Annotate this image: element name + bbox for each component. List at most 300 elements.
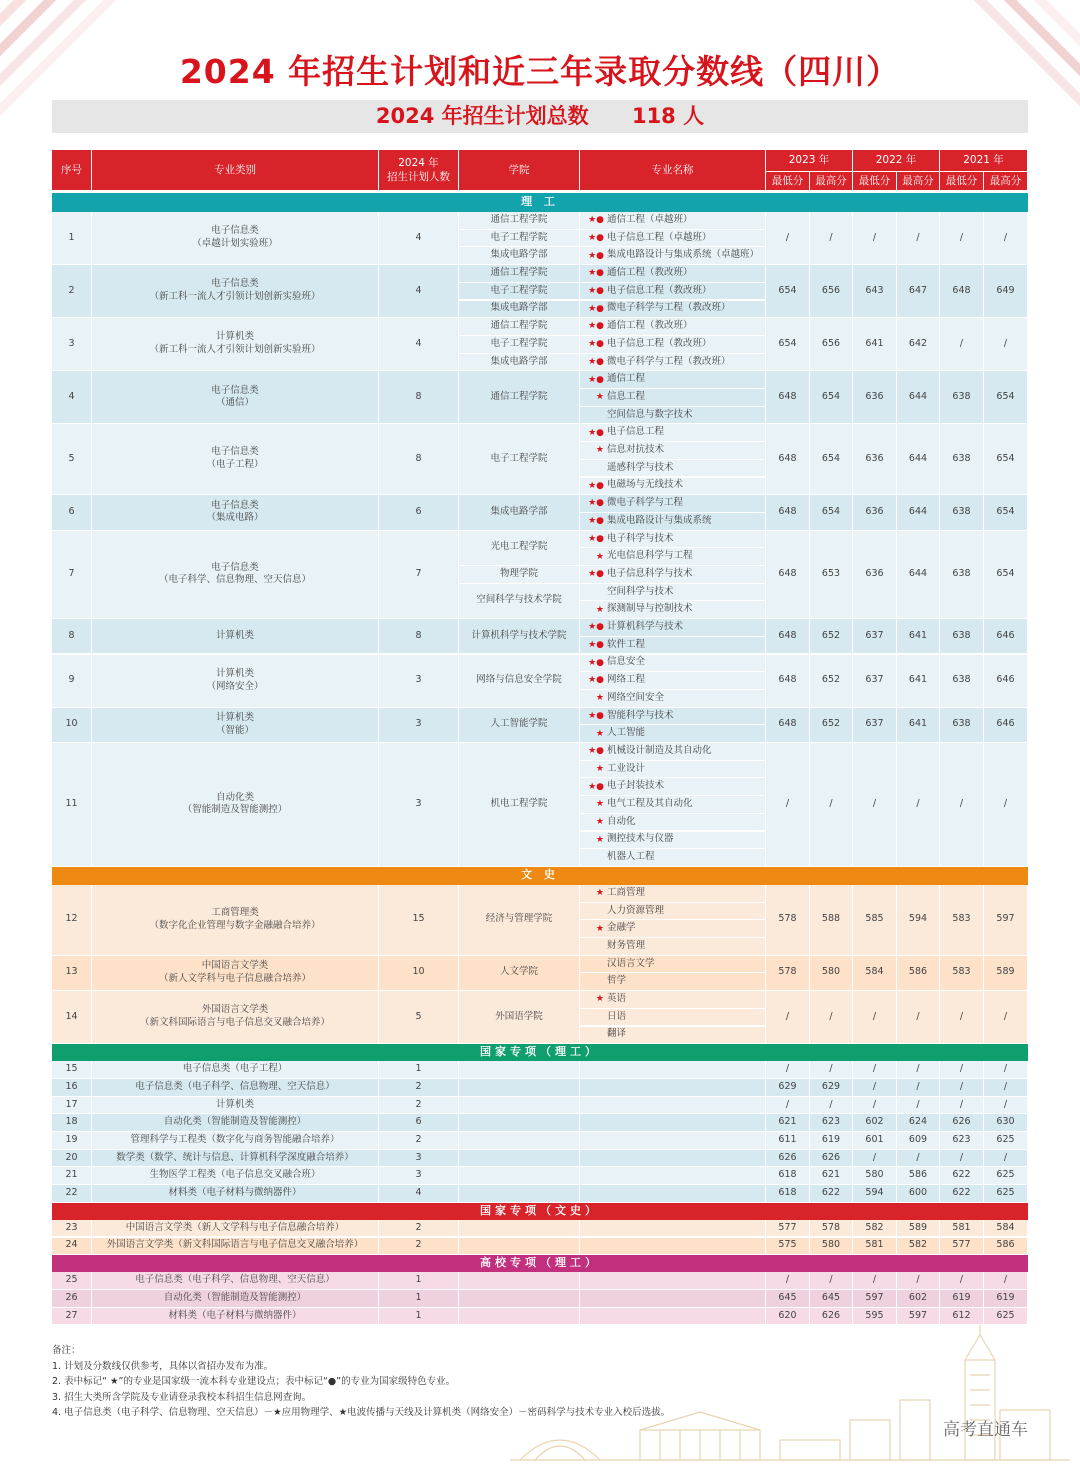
category-line: （新文科国际语言与电子信息交叉融合培养） bbox=[139, 1017, 330, 1029]
special-seq: 19 bbox=[52, 1132, 92, 1150]
row-major bbox=[580, 672, 766, 690]
special-college bbox=[459, 1238, 580, 1256]
row-category bbox=[92, 531, 379, 620]
row-score: 637 bbox=[853, 655, 897, 708]
special-plan: 2 bbox=[379, 1132, 459, 1150]
special-score: 600 bbox=[897, 1185, 940, 1203]
special-score: 626 bbox=[810, 1150, 853, 1168]
major-name: 电子信息工程（教改班） bbox=[607, 337, 712, 349]
row-major bbox=[580, 1027, 766, 1045]
special-college bbox=[459, 1150, 580, 1168]
special-seq: 15 bbox=[52, 1061, 92, 1079]
special-score: 626 bbox=[940, 1114, 984, 1132]
special-score: / bbox=[897, 1150, 940, 1168]
row-score: / bbox=[810, 743, 853, 867]
row-score: 654 bbox=[810, 495, 853, 530]
major-name: 电子信息工程（卓越班） bbox=[607, 231, 712, 243]
row-score: / bbox=[984, 991, 1028, 1044]
special-score: / bbox=[940, 1097, 984, 1115]
special-score: / bbox=[853, 1272, 897, 1290]
special-score: / bbox=[984, 1097, 1028, 1115]
special-college bbox=[459, 1308, 580, 1326]
special-score: / bbox=[897, 1272, 940, 1290]
row-college: 光电工程学院 bbox=[459, 531, 580, 566]
row-college: 通信工程学院 bbox=[459, 212, 580, 230]
major-name: 信息安全 bbox=[607, 656, 646, 668]
major-mark: ★● bbox=[588, 215, 604, 226]
major-mark: ★● bbox=[588, 498, 604, 509]
row-major bbox=[580, 778, 766, 796]
major-mark: ★● bbox=[588, 516, 604, 527]
special-category: 自动化类（智能制造及智能测控） bbox=[92, 1114, 379, 1132]
row-plan: 8 bbox=[379, 619, 459, 654]
row-major bbox=[580, 903, 766, 921]
category-line: 电子信息类 bbox=[211, 446, 259, 458]
row-score: 638 bbox=[940, 531, 984, 620]
row-major bbox=[580, 336, 766, 354]
special-score: / bbox=[984, 1272, 1028, 1290]
special-score: 645 bbox=[766, 1290, 810, 1308]
major-mark: ★● bbox=[588, 622, 604, 633]
row-score: / bbox=[897, 212, 940, 265]
row-major bbox=[580, 318, 766, 336]
special-score: / bbox=[853, 1061, 897, 1079]
row-score: / bbox=[853, 212, 897, 265]
special-score: 623 bbox=[940, 1132, 984, 1150]
special-score: 589 bbox=[897, 1220, 940, 1238]
header-min: 最低分 bbox=[853, 172, 897, 191]
row-score: 641 bbox=[897, 708, 940, 743]
row-score: 654 bbox=[766, 265, 810, 318]
major-mark: ★ bbox=[595, 888, 604, 899]
row-score: 656 bbox=[810, 318, 853, 371]
special-score: 629 bbox=[810, 1079, 853, 1097]
row-college: 经济与管理学院 bbox=[459, 885, 580, 956]
major-mark: ★ bbox=[595, 728, 604, 739]
header-category: 专业类别 bbox=[92, 150, 379, 191]
row-category bbox=[92, 708, 379, 743]
special-score: 623 bbox=[810, 1114, 853, 1132]
notes-heading: 备注： bbox=[52, 1345, 81, 1356]
major-mark: ★● bbox=[588, 250, 604, 261]
special-score: 618 bbox=[766, 1185, 810, 1203]
row-category bbox=[92, 495, 379, 530]
major-name: 集成电路设计与集成系统 bbox=[607, 514, 712, 526]
major-mark: ★● bbox=[588, 321, 604, 332]
category-line: 计算机类 bbox=[215, 711, 254, 723]
row-plan: 6 bbox=[379, 495, 459, 530]
major-mark: ★● bbox=[588, 356, 604, 367]
row-score: 644 bbox=[897, 424, 940, 495]
special-score: 586 bbox=[984, 1238, 1028, 1256]
row-score: 636 bbox=[853, 531, 897, 620]
row-major bbox=[580, 478, 766, 496]
row-category bbox=[92, 265, 379, 318]
category-line: 电子信息类 bbox=[211, 384, 259, 396]
header-min: 最低分 bbox=[940, 172, 984, 191]
special-score: 625 bbox=[984, 1308, 1028, 1326]
special-plan: 3 bbox=[379, 1167, 459, 1185]
major-name: 探测制导与控制技术 bbox=[607, 603, 693, 615]
row-major bbox=[580, 566, 766, 584]
major-mark: ★● bbox=[588, 710, 604, 721]
special-score: 601 bbox=[853, 1132, 897, 1150]
row-major bbox=[580, 1009, 766, 1027]
major-mark: ★● bbox=[588, 675, 604, 686]
header-max: 最高分 bbox=[984, 172, 1028, 191]
major-mark: ★● bbox=[588, 427, 604, 438]
special-category: 电子信息类（电子工程） bbox=[92, 1061, 379, 1079]
row-score: 638 bbox=[940, 619, 984, 654]
row-score: 648 bbox=[766, 371, 810, 424]
row-plan: 15 bbox=[379, 885, 459, 956]
row-category bbox=[92, 956, 379, 991]
major-mark: ★ bbox=[595, 834, 604, 845]
row-major bbox=[580, 212, 766, 230]
special-score: / bbox=[940, 1061, 984, 1079]
major-name: 电子信息科学与技术 bbox=[607, 567, 693, 579]
special-plan: 1 bbox=[379, 1290, 459, 1308]
special-score: 597 bbox=[897, 1308, 940, 1326]
major-mark: ★● bbox=[588, 657, 604, 668]
major-mark: ★● bbox=[588, 268, 604, 279]
row-major bbox=[580, 407, 766, 425]
major-mark: ★● bbox=[588, 286, 604, 297]
row-score: 641 bbox=[897, 619, 940, 654]
row-major bbox=[580, 743, 766, 761]
major-name: 信息工程 bbox=[607, 390, 646, 402]
special-major bbox=[580, 1185, 766, 1203]
row-plan: 3 bbox=[379, 743, 459, 867]
major-name: 财务管理 bbox=[607, 939, 646, 951]
header-major: 专业名称 bbox=[580, 150, 766, 191]
row-seq: 7 bbox=[52, 531, 92, 620]
row-score: / bbox=[853, 991, 897, 1044]
special-major bbox=[580, 1132, 766, 1150]
special-seq: 26 bbox=[52, 1290, 92, 1308]
special-category: 管理科学与工程类（数字化与商务智能融合培养） bbox=[92, 1132, 379, 1150]
header-plan-line: 招生计划人数 bbox=[387, 171, 450, 183]
row-college: 电子工程学院 bbox=[459, 283, 580, 301]
row-major bbox=[580, 885, 766, 903]
major-name: 微电子科学与工程 bbox=[607, 497, 684, 509]
row-college: 通信工程学院 bbox=[459, 265, 580, 283]
row-major bbox=[580, 725, 766, 743]
header-max: 最高分 bbox=[897, 172, 940, 191]
category-line: （新工科一流人才引领计划创新实验班） bbox=[149, 291, 321, 303]
major-mark: ★ bbox=[595, 763, 604, 774]
major-name: 通信工程（教改班） bbox=[607, 267, 693, 279]
major-name: 电气工程及其自动化 bbox=[607, 798, 693, 810]
category-line: （智能制造及智能测控） bbox=[182, 804, 288, 816]
row-major bbox=[580, 354, 766, 372]
header-year-y2022: 2022 年 bbox=[853, 150, 940, 172]
special-score: 609 bbox=[897, 1132, 940, 1150]
major-name: 电子信息工程（教改班） bbox=[607, 284, 712, 296]
row-major bbox=[580, 247, 766, 265]
major-name: 微电子科学与工程（教改班） bbox=[607, 355, 731, 367]
row-college: 网络与信息安全学院 bbox=[459, 655, 580, 708]
row-major bbox=[580, 371, 766, 389]
special-score: 597 bbox=[853, 1290, 897, 1308]
row-major bbox=[580, 637, 766, 655]
row-college: 集成电路学部 bbox=[459, 495, 580, 530]
header-year-y2021: 2021 年 bbox=[940, 150, 1028, 172]
major-mark: ★● bbox=[588, 533, 604, 544]
major-name: 工商管理 bbox=[607, 886, 646, 898]
special-score: 578 bbox=[810, 1220, 853, 1238]
special-college bbox=[459, 1132, 580, 1150]
special-score: / bbox=[940, 1150, 984, 1168]
category-line: （网络安全） bbox=[206, 680, 264, 692]
row-major bbox=[580, 424, 766, 442]
row-score: 638 bbox=[940, 371, 984, 424]
special-seq: 20 bbox=[52, 1150, 92, 1168]
row-category bbox=[92, 619, 379, 654]
special-plan: 2 bbox=[379, 1220, 459, 1238]
special-plan: 1 bbox=[379, 1308, 459, 1326]
major-mark: ★ bbox=[595, 551, 604, 562]
major-name: 通信工程（卓越班） bbox=[607, 213, 693, 225]
major-name: 软件工程 bbox=[607, 638, 646, 650]
special-score: 619 bbox=[940, 1290, 984, 1308]
row-score: 649 bbox=[984, 265, 1028, 318]
row-college: 电子工程学院 bbox=[459, 230, 580, 248]
header-seq: 序号 bbox=[52, 150, 92, 191]
row-score: 638 bbox=[940, 655, 984, 708]
major-mark: ★● bbox=[588, 781, 604, 792]
row-score: 648 bbox=[766, 708, 810, 743]
special-score: 645 bbox=[810, 1290, 853, 1308]
special-plan: 4 bbox=[379, 1185, 459, 1203]
special-score: 575 bbox=[766, 1238, 810, 1256]
row-score: 636 bbox=[853, 424, 897, 495]
section-wenshi: 文 史 bbox=[52, 867, 1028, 885]
row-seq: 12 bbox=[52, 885, 92, 956]
row-plan: 4 bbox=[379, 265, 459, 318]
row-score: / bbox=[810, 212, 853, 265]
row-college: 通信工程学院 bbox=[459, 371, 580, 424]
row-score: 588 bbox=[810, 885, 853, 956]
special-score: 625 bbox=[984, 1185, 1028, 1203]
row-score: / bbox=[940, 743, 984, 867]
special-seq: 18 bbox=[52, 1114, 92, 1132]
major-mark: ★ bbox=[595, 799, 604, 810]
row-college: 机电工程学院 bbox=[459, 743, 580, 867]
row-score: 580 bbox=[810, 956, 853, 991]
section-gjws: 国家专项（文史） bbox=[52, 1203, 1028, 1220]
row-plan: 7 bbox=[379, 531, 459, 620]
special-score: / bbox=[940, 1272, 984, 1290]
special-major bbox=[580, 1061, 766, 1079]
special-college bbox=[459, 1097, 580, 1115]
special-plan: 2 bbox=[379, 1097, 459, 1115]
major-name: 哲学 bbox=[607, 975, 627, 987]
major-name: 自动化 bbox=[607, 815, 636, 827]
section-gxlg: 高校专项（理工） bbox=[52, 1255, 1028, 1272]
major-name: 通信工程（教改班） bbox=[607, 320, 693, 332]
row-category bbox=[92, 212, 379, 265]
category-line: （新人文学科与电子信息融合培养） bbox=[158, 972, 311, 984]
major-name: 信息对抗技术 bbox=[607, 444, 665, 456]
category-line: （集成电路） bbox=[206, 512, 264, 524]
major-name: 网络空间安全 bbox=[607, 691, 665, 703]
row-category bbox=[92, 318, 379, 371]
row-score: 641 bbox=[853, 318, 897, 371]
row-category bbox=[92, 885, 379, 956]
special-score: 581 bbox=[940, 1220, 984, 1238]
special-major bbox=[580, 1079, 766, 1097]
special-score: / bbox=[853, 1097, 897, 1115]
special-score: 619 bbox=[984, 1290, 1028, 1308]
row-major bbox=[580, 460, 766, 478]
row-plan: 4 bbox=[379, 318, 459, 371]
row-score: / bbox=[897, 991, 940, 1044]
category-line: （新工科一流人才引领计划创新实验班） bbox=[149, 344, 321, 356]
special-seq: 27 bbox=[52, 1308, 92, 1326]
special-score: 611 bbox=[766, 1132, 810, 1150]
category-line: 中国语言文学类 bbox=[201, 960, 269, 972]
special-seq: 23 bbox=[52, 1220, 92, 1238]
category-line: 电子信息类 bbox=[211, 499, 259, 511]
row-score: / bbox=[766, 991, 810, 1044]
row-score: 638 bbox=[940, 424, 984, 495]
row-score: / bbox=[810, 991, 853, 1044]
special-score: 580 bbox=[853, 1167, 897, 1185]
row-category bbox=[92, 371, 379, 424]
special-plan: 1 bbox=[379, 1272, 459, 1290]
special-college bbox=[459, 1167, 580, 1185]
row-major bbox=[580, 849, 766, 867]
row-score: 644 bbox=[897, 531, 940, 620]
row-college: 集成电路学部 bbox=[459, 354, 580, 372]
row-major bbox=[580, 548, 766, 566]
special-score: / bbox=[984, 1061, 1028, 1079]
category-line: 电子信息类 bbox=[211, 561, 259, 573]
row-college: 集成电路学部 bbox=[459, 301, 580, 319]
special-score: 612 bbox=[940, 1308, 984, 1326]
row-score: 648 bbox=[766, 619, 810, 654]
special-college bbox=[459, 1272, 580, 1290]
special-score: 586 bbox=[897, 1167, 940, 1185]
header-max: 最高分 bbox=[810, 172, 853, 191]
major-mark: ★● bbox=[588, 480, 604, 491]
special-score: 621 bbox=[766, 1114, 810, 1132]
special-category: 材料类（电子材料与微纳器件） bbox=[92, 1185, 379, 1203]
row-major bbox=[580, 265, 766, 283]
category-line: （智能） bbox=[215, 724, 254, 736]
row-score: 643 bbox=[853, 265, 897, 318]
special-college bbox=[459, 1079, 580, 1097]
row-category bbox=[92, 424, 379, 495]
special-category: 计算机类 bbox=[92, 1097, 379, 1115]
special-score: 630 bbox=[984, 1114, 1028, 1132]
row-score: 646 bbox=[984, 708, 1028, 743]
major-name: 英语 bbox=[607, 993, 627, 1005]
row-score: 636 bbox=[853, 371, 897, 424]
row-score: / bbox=[984, 743, 1028, 867]
row-major bbox=[580, 619, 766, 637]
row-score: 597 bbox=[984, 885, 1028, 956]
row-college: 通信工程学院 bbox=[459, 318, 580, 336]
row-score: 646 bbox=[984, 619, 1028, 654]
note-item: 3. 招生大类所含学院及专业请登录我校本科招生信息网查询。 bbox=[52, 1391, 312, 1403]
row-score: 644 bbox=[897, 495, 940, 530]
row-score: 654 bbox=[984, 424, 1028, 495]
special-score: / bbox=[897, 1097, 940, 1115]
row-score: 654 bbox=[984, 495, 1028, 530]
major-name: 计算机科学与技术 bbox=[607, 621, 684, 633]
special-score: 620 bbox=[766, 1308, 810, 1326]
major-mark: ★ bbox=[595, 392, 604, 403]
row-score: 636 bbox=[853, 495, 897, 530]
major-name: 工业设计 bbox=[607, 762, 646, 774]
row-major bbox=[580, 973, 766, 991]
special-seq: 22 bbox=[52, 1185, 92, 1203]
row-score: 652 bbox=[810, 708, 853, 743]
major-mark: ★ bbox=[595, 604, 604, 615]
category-line: （电子工程） bbox=[206, 459, 264, 471]
special-major bbox=[580, 1220, 766, 1238]
special-major bbox=[580, 1308, 766, 1326]
major-mark: ★● bbox=[588, 640, 604, 651]
row-major bbox=[580, 531, 766, 549]
major-mark: ★ bbox=[595, 923, 604, 934]
row-plan: 8 bbox=[379, 424, 459, 495]
category-line: （通信） bbox=[215, 397, 254, 409]
major-mark: ★● bbox=[588, 569, 604, 580]
row-major bbox=[580, 920, 766, 938]
row-score: 578 bbox=[766, 956, 810, 991]
special-score: 622 bbox=[810, 1185, 853, 1203]
special-plan: 2 bbox=[379, 1079, 459, 1097]
major-name: 通信工程 bbox=[607, 373, 646, 385]
special-category: 数学类（数学、统计与信息、计算机科学深度融合培养） bbox=[92, 1150, 379, 1168]
major-mark: ★ bbox=[595, 445, 604, 456]
special-plan: 1 bbox=[379, 1061, 459, 1079]
category-line: （数字化企业管理与数字金融融合培养） bbox=[149, 919, 321, 931]
plan-total-value: 118 人 bbox=[631, 104, 705, 128]
row-score: 585 bbox=[853, 885, 897, 956]
row-major bbox=[580, 761, 766, 779]
major-name: 光电信息科学与工程 bbox=[607, 550, 693, 562]
row-score: 654 bbox=[810, 424, 853, 495]
special-score: 629 bbox=[766, 1079, 810, 1097]
row-score: 652 bbox=[810, 655, 853, 708]
row-score: 578 bbox=[766, 885, 810, 956]
special-seq: 21 bbox=[52, 1167, 92, 1185]
row-score: 648 bbox=[766, 495, 810, 530]
row-score: / bbox=[984, 318, 1028, 371]
major-name: 电子信息工程 bbox=[607, 426, 665, 438]
row-college: 物理学院 bbox=[459, 566, 580, 584]
row-seq: 14 bbox=[52, 991, 92, 1044]
note-item: 1. 计划及分数线仅供参考，具体以省招办发布为准。 bbox=[52, 1360, 274, 1372]
major-mark: ★ bbox=[595, 817, 604, 828]
special-plan: 6 bbox=[379, 1114, 459, 1132]
special-score: 626 bbox=[810, 1308, 853, 1326]
special-category: 生物医学工程类（电子信息交叉融合班） bbox=[92, 1167, 379, 1185]
row-category bbox=[92, 991, 379, 1044]
row-score: 638 bbox=[940, 708, 984, 743]
special-major bbox=[580, 1167, 766, 1185]
page-title: 2024 年招生计划和近三年录取分数线（四川） bbox=[179, 52, 901, 91]
note-item: 2. 表中标记“ ★”的专业是国家级一流本科专业建设点；表中标记“●”的专业为国家级特色专业。 bbox=[52, 1376, 456, 1387]
row-plan: 8 bbox=[379, 371, 459, 424]
row-college: 人文学院 bbox=[459, 956, 580, 991]
special-score: 626 bbox=[766, 1150, 810, 1168]
major-mark: ★● bbox=[588, 339, 604, 350]
